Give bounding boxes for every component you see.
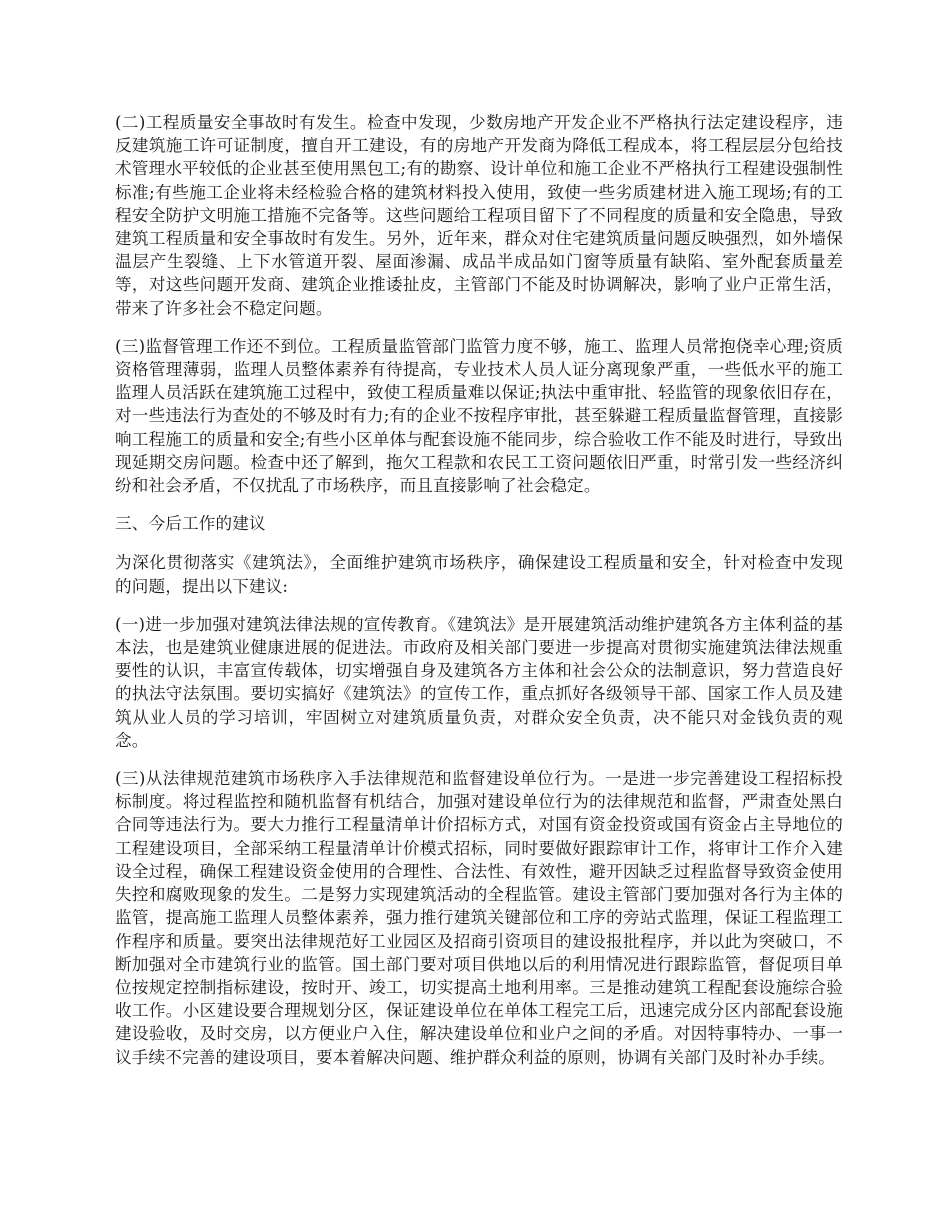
paragraph-suggestion-market-order: (三)从法律规范建筑市场秩序入手法律规范和监督建设单位行为。一是进一步完善建设工程招标投标制度。将过程监控和随机监督有机结合，加强对建设单位行为的法律规范和监督，严肃查处黑白合同等违法行为。要大力推行工程量清单计价招标方式，对国有资金投资或国有资金占主导地位的工程建设项目，全部采纳工程量清单计价模式招标，同时要做好跟踪审计工作，将审计工作介入建设全过程，确保工程建设资金使用的合理性、合法性、有效性，避开因缺乏过程监督导致资金使用失控和腐败现象的发生。二是努力实现建筑活动的全程监管。建设主管部门要加强对各行为主体的监管，提高施工监理人员整体素养，强力推行建筑关键部位和工序的旁站式监理，保证工程监理工作程序和质量。要突出法律规范好工业园区及招商引资项目的建设报批程序，并以此为突破口，不断加强对全市建筑行业的监管。国土部门要对项目供地以后的利用情况进行跟踪监管，督促项目单位按规定控制指标建设，按时开、竣工，切实提高土地利用率。三是推动建筑工程配套设施综合验收工作。小区建设要合理规划分区，保证建设单位在单体工程完工后，迅速完成分区内部配套设施建设验收，及时交房，以方便业户入住，解决建设单位和业户之间的矛盾。对因特事特办、一事一议手续不完善的建设项目，要本着解决问题、维护群众利益的原则，协调有关部门及时补办手续。 — [115, 769, 843, 1067]
paragraph-quality-safety-accidents: (二)工程质量安全事故时有发生。检查中发现，少数房地产开发企业不严格执行法定建设程序，违反建筑施工许可证制度，擅自开工建设，有的房地产开发商为降低工程成本，将工程层层分包给技术管理水平较低的企业甚至使用黑包工;有的勘察、设计单位和施工企业不严格执行工程建设强制性标准;有些施工企业将未经检验合格的建筑材料投入使用，致使一些劣质建材进入施工现场;有的工程安全防护文明施工措施不完备等。这些问题给工程项目留下了不同程度的质量和安全隐患，导致建筑工程质量和安全事故时有发生。另外，近年来，群众对住宅建筑质量问题反映强烈，如外墙保温层产生裂缝、上下水管道开裂、屋面渗漏、成品半成品如门窗等质量有缺陷、室外配套质量差等，对这些问题开发商、建筑企业推诿扯皮，主管部门不能及时协调解决，影响了业户正常生活，带来了许多社会不稳定问题。 — [115, 113, 843, 318]
paragraph-suggestions-intro: 为深化贯彻落实《建筑法》，全面维护建筑市场秩序，确保建设工程质量和安全，针对检查中发现的问题，提出以下建议: — [115, 553, 843, 596]
paragraph-suggestion-publicity: (一)进一步加强对建筑法律法规的宣传教育。《建筑法》是开展建筑活动维护建筑各方主体利益的基本法，也是建筑业健康进展的促进法。市政府及相关部门要进一步提高对贯彻实施建筑法律法规重要性的认识，丰富宣传载体，切实增强自身及建筑各方主体和社会公众的法制意识，努力营造良好的执法守法氛围。要切实搞好《建筑法》的宣传工作，重点抓好各级领导干部、国家工作人员及建筑从业人员的学习培训，牢固树立对建筑质量负责，对群众安全负责，决不能只对金钱负责的观念。 — [115, 614, 843, 750]
section-heading-suggestions: 三、今后工作的建议 — [115, 514, 266, 534]
document-body — [115, 111, 843, 1084]
paragraph-supervision-management: (三)监督管理工作还不到位。工程质量监管部门监管力度不够，施工、监理人员常抱侥幸心理;资质资格管理薄弱，监理人员整体素养有待提高，专业技术人员人证分离现象严重，一些低水平的施工监理人员活跃在建筑施工过程中，致使工程质量难以保证;执法中重审批、轻监管的现象依旧存在，对一些违法行为查处的不够及时有力;有的企业不按程序审批，甚至躲避工程质量监督管理，直接影响工程施工的质量和安全;有些小区单体与配套设施不能同步，综合验收工作不能及时进行，导致出现延期交房问题。检查中还了解到，拖欠工程款和农民工工资问题依旧严重，时常引发一些经济纠纷和社会矛盾，不仅扰乱了市场秩序，而且直接影响了社会稳定。 — [115, 336, 843, 496]
